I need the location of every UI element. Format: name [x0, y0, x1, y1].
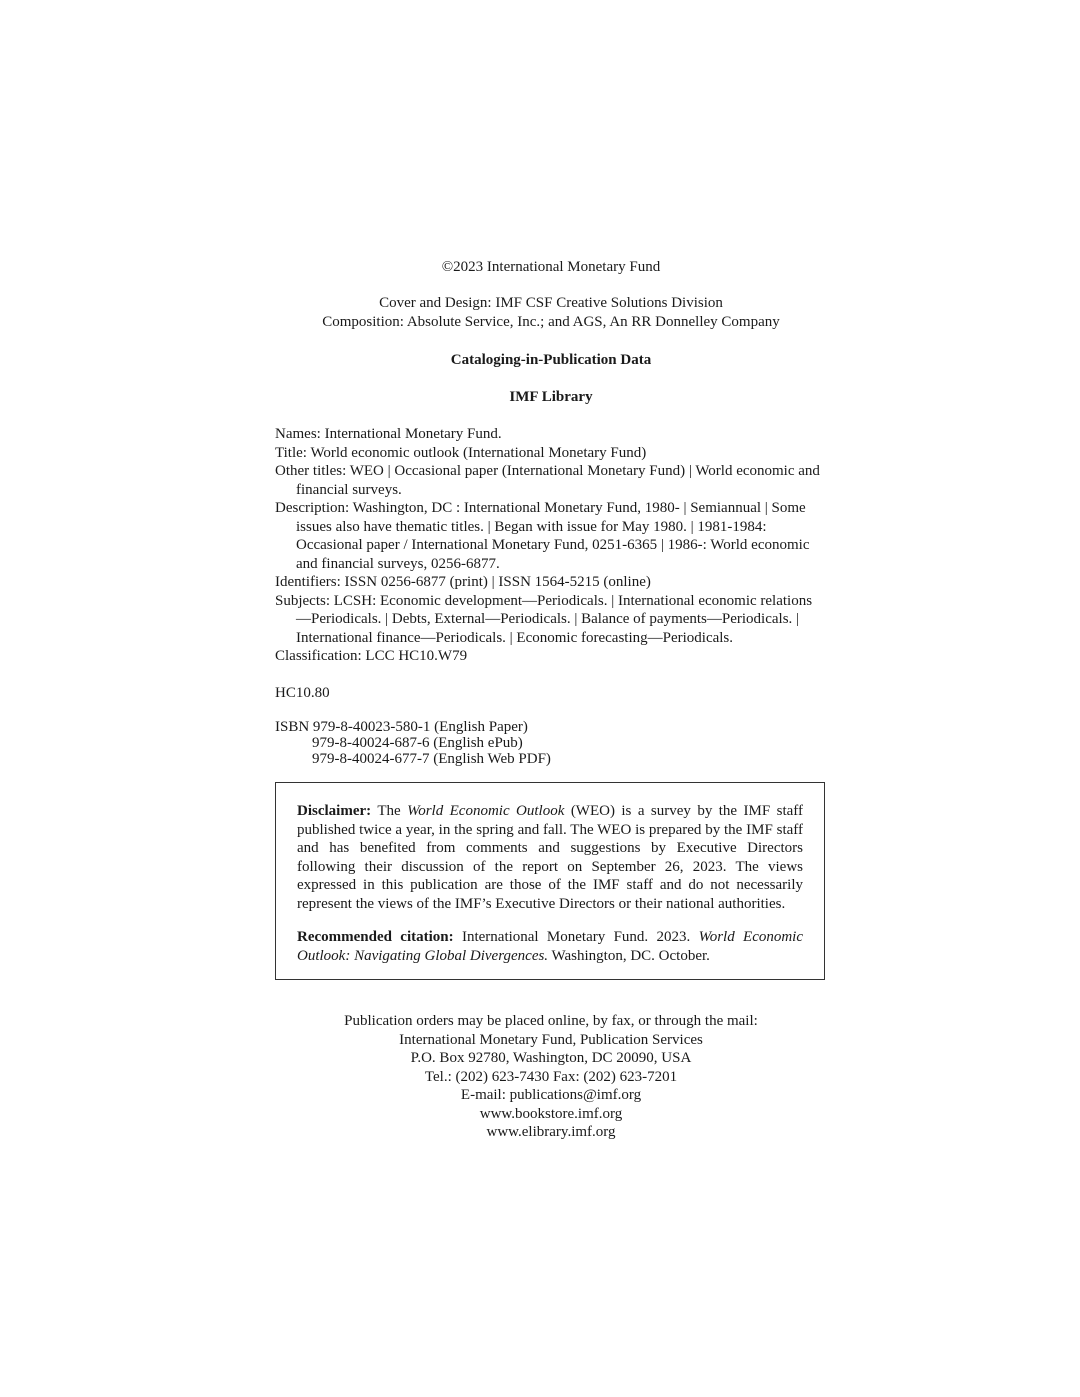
credits — [275, 294, 827, 331]
cip-identifiers: Identifiers: ISSN 0256-6877 (print) | ISSN 1564-5215 (online) — [275, 574, 651, 590]
credit-cover-design: Cover and Design: IMF CSF Creative Solutions Division — [379, 295, 723, 311]
library-heading: IMF Library — [509, 389, 593, 405]
copyright-notice: ©2023 International Monetary Fund — [441, 259, 661, 275]
citation-text-2: Washington, DC. October. — [551, 947, 710, 964]
orders-elibrary-link: www.elibrary.imf.org — [486, 1124, 616, 1140]
citation-text-1: International Monetary Fund. 2023. — [461, 929, 691, 945]
orders-intro: Publication orders may be placed online, by fax, or through the mail: — [344, 1013, 758, 1029]
credit-composition: Composition: Absolute Service, Inc.; and AGS, An RR Donnelley Company — [322, 313, 780, 330]
cip-heading: Cataloging-in-Publication Data — [450, 352, 652, 368]
cip-other-titles: Other titles: WEO | Occasional paper (International Monetary Fund) | World economic and financial surveys. — [275, 463, 820, 498]
cip-names: Names: International Monetary Fund. — [275, 426, 502, 442]
isbn-epub: 979-8-40024-687-6 (English ePub) — [312, 735, 523, 751]
call-number: HC10.80 — [275, 685, 330, 701]
isbn-web-pdf: 979-8-40024-677-7 (English Web PDF) — [312, 751, 551, 767]
publication-orders — [275, 1012, 827, 1142]
isbn-paper: ISBN 979-8-40023-580-1 (English Paper) — [275, 719, 528, 735]
cip-record — [275, 425, 827, 666]
disclaimer-box — [275, 782, 825, 980]
disclaimer-label: Disclaimer: — [297, 803, 372, 819]
citation-label: Recommended citation: — [297, 929, 454, 945]
disclaimer-text-1: The — [377, 803, 401, 819]
cip-description: Description: Washington, DC : International Monetary Fund, 1980- | Semiannual | Some issues also have thematic titles. | Began with issue for May 1980. | 1981-1984: Occasional paper / International Monetary Fund, 0251-6365 | 1986-: World economic and financial surveys, 0256-6877. — [275, 500, 810, 572]
orders-phone-fax: Tel.: (202) 623-7430 Fax: (202) 623-7201 — [424, 1068, 678, 1085]
isbn-list — [275, 719, 551, 767]
disclaimer-italic-title: World Economic Outlook — [407, 803, 565, 819]
cip-title: Title: World economic outlook (International Monetary Fund) — [275, 444, 647, 461]
orders-publisher: International Monetary Fund, Publication Services — [399, 1031, 703, 1048]
disclaimer-paragraph — [297, 802, 803, 913]
cip-subjects: Subjects: LCSH: Economic development—Periodicals. | International economic relations—Periodicals. | Debts, External—Periodicals. | Balance of payments—Periodicals. | International finance—Periodicals. | Economic forecasting—Periodicals. — [275, 592, 813, 646]
orders-address: P.O. Box 92780, Washington, DC 20090, USA — [410, 1050, 692, 1066]
cip-classification: Classification: LCC HC10.W79 — [275, 648, 468, 664]
disclaimer-text-2: (WEO) is a survey by the IMF staff published twice a year, in the spring and fall. The WEO is prepared by the IMF staff and has benefited from comments and suggestions by Executive Directors following their discussion of the report on September 26, 2023. The views expressed in this publication are those of the IMF staff and do not necessarily represent the views of the IMF’s Executive Directors or their national authorities. — [297, 803, 804, 912]
citation-italic-title: World Economic Outlook: Navigating Global Divergences. — [297, 929, 804, 964]
citation-paragraph — [297, 928, 803, 965]
orders-bookstore-link: www.bookstore.imf.org — [479, 1105, 623, 1122]
orders-email: E-mail: publications@imf.org — [460, 1087, 642, 1103]
